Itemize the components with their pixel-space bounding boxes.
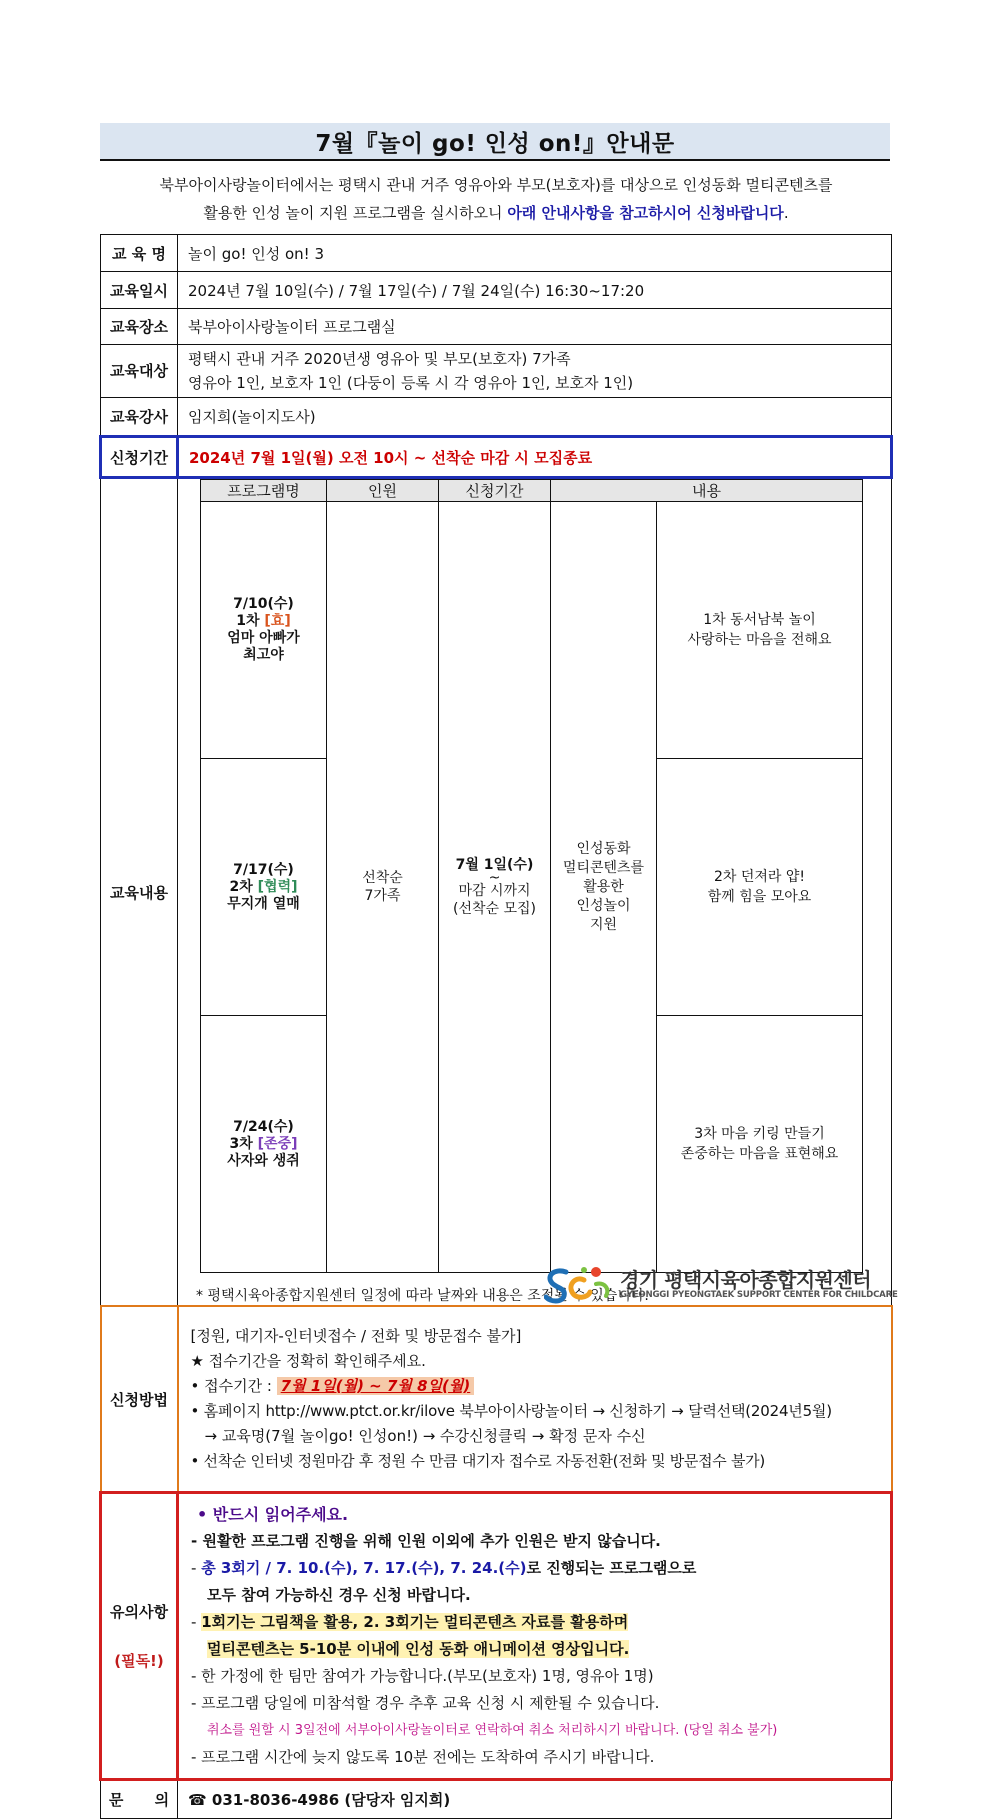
label-method: 신청방법 xyxy=(101,1306,178,1493)
label-target: 교육대상 xyxy=(101,345,178,398)
notice-line-9: - 프로그램 시간에 늦지 않도록 10분 전에는 도착하여 주시기 바랍니다. xyxy=(191,1748,655,1766)
program-table xyxy=(200,479,863,1273)
label-program-name: 교 육 명 xyxy=(101,235,178,272)
notice-line-7: - 프로그램 당일에 미참석할 경우 추후 교육 신청 시 제한될 수 있습니다. xyxy=(191,1694,660,1712)
header-apply-period: 신청기간 xyxy=(439,480,551,502)
session-3-date: 7/24(수) xyxy=(233,1118,294,1135)
target-line-1: 평택시 관내 거주 2020년생 영유아 및 부모(보호자) 7가족 xyxy=(188,350,571,368)
theme-line-5: 지원 xyxy=(589,916,618,933)
method-line-4: • 홈페이지 http://www.ptct.or.kr/ilove 북부아이사랑놀이터 → 신청하기 → 달력선택(2024년5월) xyxy=(190,1402,832,1420)
value-schedule: 2024년 7월 10일(수) / 7월 17일(수) / 7월 24일(수) 16:30~17:20 xyxy=(178,272,892,309)
session-1-title-1: 엄마 아빠가 xyxy=(227,630,300,646)
row-program-name xyxy=(101,235,892,272)
row-content xyxy=(101,478,892,1307)
notice-must-read: • 반드시 읽어주세요. xyxy=(197,1505,349,1524)
session-3-name xyxy=(201,1016,327,1273)
notice-line-5-yellow: 멀티콘텐츠는 5-10분 이내에 인성 동화 애니메이션 영상입니다. xyxy=(207,1640,630,1658)
session-1-date: 7/10(수) xyxy=(233,596,294,612)
value-notice xyxy=(178,1493,892,1780)
notice-line-6: - 한 가정에 한 팀만 참여가 가능합니다.(부모(보호자) 1명, 영유아 1명) xyxy=(191,1667,654,1685)
session-2-tag: [협력] xyxy=(257,878,298,895)
session-2-num-line xyxy=(201,879,326,896)
apply-cell xyxy=(439,502,551,1273)
row-target xyxy=(101,345,892,398)
value-place: 북부아이사랑놀이터 프로그램실 xyxy=(178,309,892,345)
label-notice-text: 유의사항 xyxy=(110,1603,168,1621)
target-line-2: 영유아 1인, 보호자 1인 (다둥이 등록 시 각 영유아 1인, 보호자 1인) xyxy=(188,374,634,392)
session-1-name xyxy=(201,502,327,759)
notice-line-5 xyxy=(191,1636,880,1663)
intro-line-1: 북부아이사랑놀이터에서는 평택시 관내 거주 영유아와 부모(보호자)를 대상으로 인성동화 멀티콘텐츠를 xyxy=(159,176,833,194)
label-schedule: 교육일시 xyxy=(101,272,178,309)
capacity-line-1: 선착순 xyxy=(362,870,403,886)
label-contact: 문 의 xyxy=(101,1780,178,1819)
value-application-period: 2024년 7월 1일(월) 오전 10시 ~ 선착순 마감 시 모집종료 xyxy=(178,437,892,478)
session-2-name xyxy=(201,759,327,1016)
session-1-desc-2: 사랑하는 마음을 전해요 xyxy=(687,632,832,648)
row-contact xyxy=(101,1780,892,1819)
session-3-title-1: 사자와 생쥐 xyxy=(227,1152,300,1169)
logo-text-korean: 경기 평택시육아종합지원센터 xyxy=(620,1268,872,1292)
notice-line-2-rest: 로 진행되는 프로그램으로 xyxy=(526,1559,697,1577)
childcare-center-logo-icon xyxy=(544,1262,614,1306)
notice-line-3: 모두 참여 가능하신 경우 신청 바랍니다. xyxy=(207,1586,471,1604)
program-header-row xyxy=(201,480,863,502)
session-3-desc xyxy=(657,1016,863,1273)
session-1-desc-1: 1차 동서남북 놀이 xyxy=(703,612,816,628)
label-notice-sub: (필독!) xyxy=(114,1652,164,1670)
method-line-5: → 교육명(7월 놀이go! 인성on!) → 수강신청클릭 → 확정 문자 수신 xyxy=(204,1427,646,1445)
intro-line-2-highlight: 아래 안내사항을 참고하시어 신청바랍니다 xyxy=(507,204,784,222)
theme-line-3: 활용한 xyxy=(583,878,624,895)
row-notice xyxy=(101,1493,892,1780)
session-3-num-line xyxy=(201,1136,326,1153)
program-footnote: * 평택시육아종합지원센터 일정에 따라 날짜와 내용은 조정될 수 있습니다. xyxy=(196,1288,649,1304)
session-2-date: 7/17(수) xyxy=(233,861,294,878)
row-method xyxy=(101,1306,892,1493)
row-place xyxy=(101,309,892,345)
page-title: 7월『놀이 go! 인성 on!』안내문 xyxy=(100,123,890,161)
method-line-3 xyxy=(191,1374,881,1399)
notice-line-1: - 원활한 프로그램 진행을 위해 인원 이외에 추가 인원은 받지 않습니다. xyxy=(191,1532,661,1550)
notice-line-2 xyxy=(191,1555,880,1582)
method-period-highlight: 7월 1일(월) ~ 7월 8일(월) xyxy=(277,1377,475,1395)
notice-line-4-prefix: - xyxy=(191,1613,202,1631)
theme-line-2: 멀티콘텐츠를 xyxy=(562,859,645,876)
method-line-6: • 선착순 인터넷 정원마감 후 정원 수 만큼 대기자 접수로 자동전환(전화 및 방문접수 불가) xyxy=(190,1452,765,1470)
theme-line-1: 인성동화 xyxy=(576,840,631,857)
value-teacher: 임지희(놀이지도사) xyxy=(178,398,892,437)
center-logo xyxy=(544,1262,898,1306)
session-3-tag: [존중] xyxy=(257,1135,298,1152)
method-text xyxy=(189,1324,881,1474)
apply-line-4: (선착순 모집) xyxy=(453,901,536,917)
label-notice xyxy=(101,1493,178,1780)
notice-line-2-prefix: - xyxy=(191,1559,202,1577)
theme-cell xyxy=(551,502,657,1273)
header-capacity: 인원 xyxy=(327,480,439,502)
capacity-line-2: 7가족 xyxy=(364,888,401,904)
method-line-2: ★ 접수기간을 정확히 확인해주세요. xyxy=(190,1352,426,1370)
theme-line-4: 인성놀이 xyxy=(576,897,631,914)
header-content: 내용 xyxy=(551,480,863,502)
label-teacher: 교육강사 xyxy=(101,398,178,437)
apply-line-1: 7월 1일(수) xyxy=(455,857,534,873)
session-1-num-line xyxy=(201,613,326,630)
label-content: 교육내용 xyxy=(101,478,178,1307)
header-program-name: 프로그램명 xyxy=(201,480,327,502)
apply-line-2: ~ xyxy=(488,870,501,886)
capacity-cell xyxy=(327,502,439,1273)
session-2-desc-2: 함께 힘을 모아요 xyxy=(707,889,812,905)
intro-line-2 xyxy=(100,199,892,227)
value-method xyxy=(178,1306,892,1493)
label-place: 교육장소 xyxy=(101,309,178,345)
session-1-title-2: 최고야 xyxy=(243,647,284,663)
session-1-tag: [효] xyxy=(264,613,291,629)
value-content xyxy=(178,478,892,1307)
info-table xyxy=(99,234,893,1819)
row-application-period xyxy=(101,437,892,478)
session-2-num: 2차 xyxy=(229,878,258,895)
label-application-period: 신청기간 xyxy=(101,437,178,478)
session-3-num: 3차 xyxy=(229,1135,258,1152)
row-teacher xyxy=(101,398,892,437)
session-3-desc-1: 3차 마음 키링 만들기 xyxy=(694,1126,825,1142)
session-2-title-1: 무지개 열매 xyxy=(227,895,300,912)
notice-line-4-yellow: 1회기는 그림책을 활용, 2. 3회기는 멀티콘텐츠 자료를 활용하며 xyxy=(201,1613,629,1631)
notice-line-4 xyxy=(191,1609,880,1636)
value-program-name: 놀이 go! 인성 on! 3 xyxy=(178,235,892,272)
value-contact: ☎ 031-8036-4986 (담당자 임지희) xyxy=(178,1780,892,1819)
session-3-desc-2: 존중하는 마음을 표현해요 xyxy=(680,1146,839,1162)
intro-text xyxy=(100,171,892,227)
apply-line-3: 마감 시까지 xyxy=(458,883,531,899)
notice-line-2-blue: 총 3회기 / 7. 10.(수), 7. 17.(수), 7. 24.(수) xyxy=(201,1559,527,1577)
session-1-num: 1차 xyxy=(236,613,265,629)
method-period-prefix: • 접수기간 : xyxy=(190,1377,277,1395)
intro-line-2-end: . xyxy=(783,204,789,222)
value-target xyxy=(178,345,892,398)
session-1-desc xyxy=(657,502,863,759)
notice-line-8: 취소를 원할 시 3일전에 서부아이사랑놀이터로 연락하여 취소 처리하시기 바랍니다. (당일 취소 불가) xyxy=(207,1723,778,1738)
intro-line-2-plain: 활용한 인성 놀이 지원 프로그램을 실시하오니 xyxy=(203,204,508,222)
logo-text-english: GYEONGGI PYEONGTAEK SUPPORT CENTER FOR CHILDCARE xyxy=(620,1290,898,1300)
row-schedule xyxy=(101,272,892,309)
notice-text xyxy=(189,1501,880,1771)
method-line-1: [정원, 대기자-인터넷접수 / 전화 및 방문접수 불가] xyxy=(190,1327,522,1345)
program-row-1 xyxy=(201,502,863,759)
session-2-desc-1: 2차 던져라 얍! xyxy=(713,869,806,885)
session-2-desc xyxy=(657,759,863,1016)
